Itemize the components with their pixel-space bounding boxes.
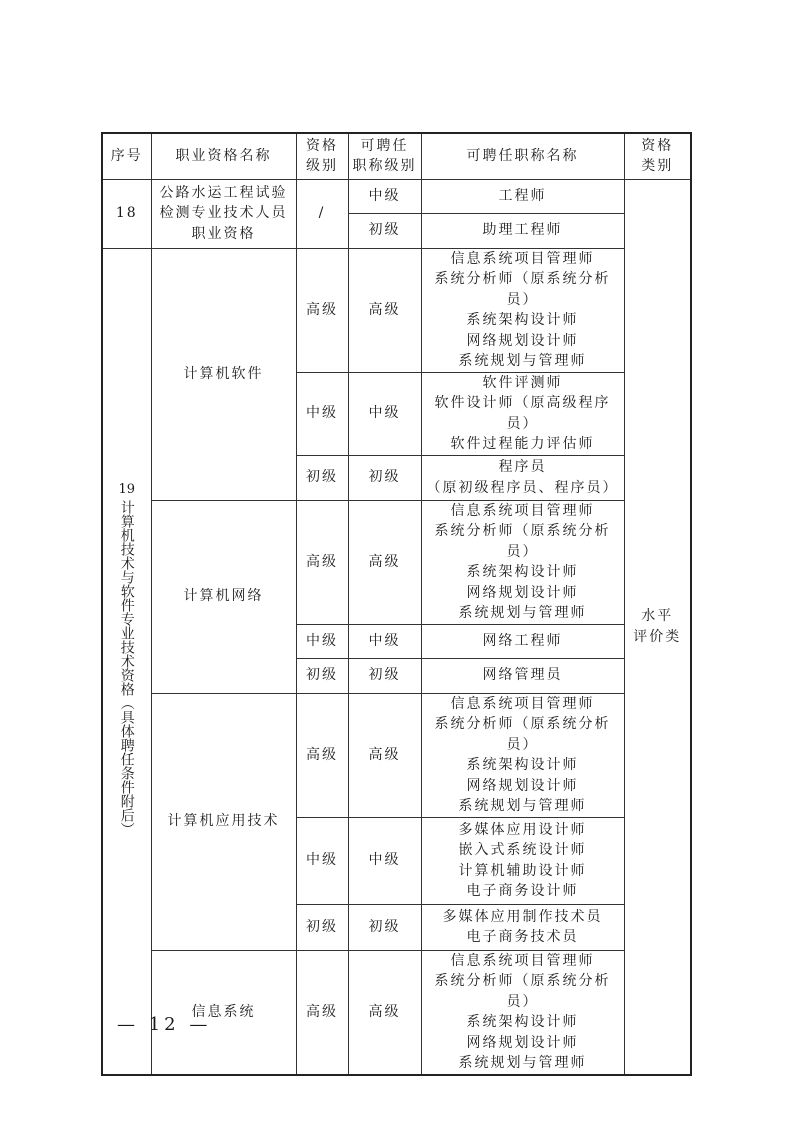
- network-mid-q: 中级: [296, 624, 348, 658]
- row19-seq-cell: [102, 248, 151, 1075]
- network-mid-titles: 网络工程师: [421, 624, 624, 658]
- network-high-q: 高级: [296, 500, 348, 624]
- row18-jr-title: 助理工程师: [421, 213, 624, 248]
- application-high-q: 高级: [296, 693, 348, 817]
- software-jr-q: 初级: [296, 455, 348, 500]
- network-jr-h: 初级: [348, 658, 421, 693]
- application-high-titles: 信息系统项目管理师 系统分析师（原系统分析员） 系统架构设计师 网络规划设计师 系统规划与管理师: [421, 693, 624, 817]
- software-high-q: 高级: [296, 248, 348, 372]
- row18-level: /: [296, 179, 348, 248]
- infosys-high-h: 高级: [348, 950, 421, 1075]
- infosys-high-q: 高级: [296, 950, 348, 1075]
- table-row: [102, 248, 691, 372]
- infosys-name: 信息系统: [151, 950, 296, 1075]
- table-row: [102, 693, 691, 817]
- row19-name: 计算机技术与软件专业技术资格（具体聘任条件附后）: [118, 500, 135, 836]
- application-jr-h: 初级: [348, 904, 421, 950]
- header-qual-type: 资格 类别: [624, 133, 691, 179]
- row18-mid-level: 中级: [348, 179, 421, 213]
- header-hire-level: 可聘任 职称级别: [348, 133, 421, 179]
- qualification-table: [101, 132, 692, 1076]
- row18-mid-title: 工程师: [421, 179, 624, 213]
- table-row: [102, 500, 691, 624]
- page-number: — 12 —: [117, 1014, 212, 1035]
- table-row: [102, 950, 691, 1075]
- network-high-titles: 信息系统项目管理师 系统分析师（原系统分析员） 系统架构设计师 网络规划设计师 系统规划与管理师: [421, 500, 624, 624]
- qual-type-cell: 水平 评价类: [624, 179, 691, 1075]
- network-high-h: 高级: [348, 500, 421, 624]
- network-jr-titles: 网络管理员: [421, 658, 624, 693]
- application-jr-titles: 多媒体应用制作技术员 电子商务技术员: [421, 904, 624, 950]
- header-qual-level: 资格 级别: [296, 133, 348, 179]
- header-qual-name: 职业资格名称: [151, 133, 296, 179]
- header-hire-title: 可聘任职称名称: [421, 133, 624, 179]
- application-name: 计算机应用技术: [151, 693, 296, 950]
- row18-seq: 18: [102, 179, 151, 248]
- network-mid-h: 中级: [348, 624, 421, 658]
- infosys-high-titles: 信息系统项目管理师 系统分析师（原系统分析员） 系统架构设计师 网络规划设计师 系统规划与管理师: [421, 950, 624, 1075]
- software-mid-titles: 软件评测师 软件设计师（原高级程序员） 软件过程能力评估师: [421, 372, 624, 455]
- application-jr-q: 初级: [296, 904, 348, 950]
- software-high-titles: 信息系统项目管理师 系统分析师（原系统分析员） 系统架构设计师 网络规划设计师 系统规划与管理师: [421, 248, 624, 372]
- row19-seq: 19: [118, 481, 136, 497]
- row18-name: 公路水运工程试验 检测专业技术人员 职业资格: [151, 179, 296, 248]
- software-jr-h: 初级: [348, 455, 421, 500]
- header-row: [102, 133, 691, 179]
- network-jr-q: 初级: [296, 658, 348, 693]
- application-mid-titles: 多媒体应用设计师 嵌入式系统设计师 计算机辅助设计师 电子商务设计师: [421, 817, 624, 904]
- application-high-h: 高级: [348, 693, 421, 817]
- software-high-h: 高级: [348, 248, 421, 372]
- software-name: 计算机软件: [151, 248, 296, 500]
- software-mid-h: 中级: [348, 372, 421, 455]
- application-mid-q: 中级: [296, 817, 348, 904]
- network-name: 计算机网络: [151, 500, 296, 693]
- header-seq: 序号: [102, 133, 151, 179]
- software-mid-q: 中级: [296, 372, 348, 455]
- application-mid-h: 中级: [348, 817, 421, 904]
- table-row: [102, 179, 691, 213]
- software-jr-titles: 程序员 （原初级程序员、程序员）: [421, 455, 624, 500]
- row18-jr-level: 初级: [348, 213, 421, 248]
